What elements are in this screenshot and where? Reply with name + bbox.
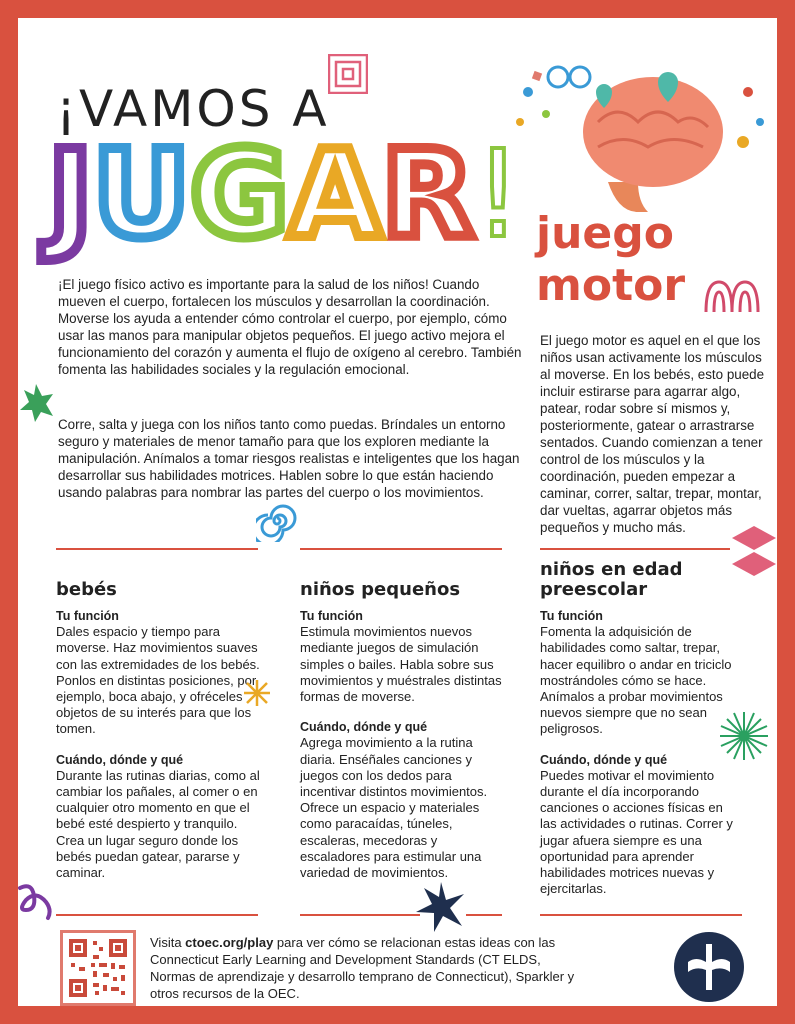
column-divider-2 <box>300 548 502 550</box>
orange-asterisk-icon <box>242 678 272 708</box>
when-text: Puedes motivar el movimiento durante el día incorporando canciones o acciones físicas en las actividades o rutinas. Correr y jugar afuera siempre es una oportunidad para aprender habilidades motrices nuevas y ejercitarlas. <box>540 767 733 897</box>
footer-suffix: para ver cómo se relacionan estas ideas con las Connecticut Early Learning and Development Standards (CT ELDS, Normas de aprendizaje y desarrollo temprano de Connecticut), Sparkler y otros recursos de la OEC. <box>150 935 575 1001</box>
when-heading: Cuándo, dónde y qué <box>300 720 428 735</box>
footer-divider-2 <box>300 914 420 916</box>
brain-illustration-icon <box>498 32 773 222</box>
title-jugar <box>48 126 522 266</box>
green-starburst-icon <box>718 710 770 762</box>
title-exclamation: ! <box>473 126 522 265</box>
juego-motor-text: El juego motor es aquel en el que los niños usan activamente los músculos al moverse. En los bebés, esto puede incluir estirarse para agarrar algo, patear, rodar sobre sí mismos y, posteriormente, gatear o arrastrarse sentados. Cuando comienzan a tener control de los músculos y la coordinación, pueden empezar a caminar, correr, saltar, trepar, montar, dar vueltas, agarrar objetos más pequeños y mucho más. <box>540 333 765 535</box>
role-heading: Tu función <box>300 609 363 623</box>
blue-spiral-icon <box>256 500 298 542</box>
column-ninos-pequenos <box>300 580 510 895</box>
when-heading: Cuándo, dónde y qué <box>540 752 668 767</box>
column-divider-1 <box>56 548 258 550</box>
footer-divider-3 <box>466 914 502 916</box>
footer-divider-1 <box>56 914 258 916</box>
when-heading: Cuándo, dónde y qué <box>56 752 184 767</box>
juego-motor-title-line-1: juego <box>536 208 674 259</box>
when-text: Durante las rutinas diarias, como al cambiar los pañales, al comer o en cualquier otro momento en que el bebé esté despierto y tranquilo. Crea un lugar seguro donde los bebés puedan gatear, pararse y caminar. <box>56 767 260 881</box>
column-divider-3 <box>540 548 730 550</box>
role-text: Dales espacio y tiempo para moverse. Haz movimientos suaves con las extremidades de los bebés. Ponlos en distintas posiciones, por ejemplo, boca abajo, y ofréceles objetos de su interés para que los tomen. <box>56 624 260 737</box>
title-letter-j: J <box>48 126 93 265</box>
footer-text <box>150 934 580 1002</box>
juego-motor-title <box>536 208 685 312</box>
column-title: bebés <box>56 579 117 600</box>
role-text: Fomenta la adquisición de habilidades como saltar, trepar, hacer equilibro o andar en triciclo mostrándoles cómo se hace. Anímalos a probar movimientos nuevos siempre que no sean peligrosos. <box>540 624 732 737</box>
title-letter-g: G <box>190 126 289 265</box>
green-splat-icon <box>18 382 54 424</box>
wave-loops-icon <box>702 276 762 316</box>
column-title: niños pequeños <box>300 579 461 600</box>
intro-paragraph-1: ¡El juego físico activo es importante para la salud de los niños! Cuando mueven el cuerpo, fortalecen los músculos y desarrollan la coordinación. Moverse los ayuda a entender cómo controlar el cuerpo, por ejemplo, cómo usar las manos para manipular objetos pequeños. El juego activo mejora el funcionamiento del corazón y aumenta el flujo de oxígeno al cerebro. También fomenta las habilidades sociales y la regulación emocional. <box>58 277 522 377</box>
intro-paragraph-2: Corre, salta y juega con los niños tanto como puedas. Bríndales un entorno seguro y materiales de menor tamaño para que los exploren mediante la manipulación. Anímalos a tomar riesgos realistas e inteligentes que los hagan desarrollar sus habilidades motrices. Hablen sobre lo que están haciendo usando palabras para nombrar las partes del cuerpo o los movimientos. <box>58 417 520 500</box>
footer-divider-4 <box>540 914 742 916</box>
role-heading: Tu función <box>540 609 603 623</box>
navy-star-icon <box>416 882 466 932</box>
oec-logo <box>674 932 744 1002</box>
purple-squiggle-icon <box>18 880 54 924</box>
column-preescolar <box>540 560 740 911</box>
when-text: Agrega movimiento a la rutina diaria. Enséñales canciones y juegos con los dedos para incentivar distintos movimientos. Ofrece un espacio y materiales como paracaídas, túneles, escaleras, mecedoras y escaladores para estimular una variedad de movimientos. <box>300 735 488 881</box>
role-heading: Tu función <box>56 609 119 623</box>
qr-code[interactable] <box>60 930 136 1006</box>
column-bebes <box>56 580 261 895</box>
column-title: niños en edad preescolar <box>540 559 683 600</box>
flyer-page <box>18 18 777 1006</box>
footer-link[interactable]: ctoec.org/play <box>185 935 274 950</box>
title-line-1: ¡VAMOS A <box>56 80 330 138</box>
footer-prefix: Visita <box>150 935 186 950</box>
role-text: Estimula movimientos nuevos mediante juegos de simulación simples o bailes. Habla sobre sus movimientos y muéstrales distintas formas de moverse. <box>300 624 502 705</box>
hands-logo-icon <box>674 932 744 1002</box>
concentric-square-icon <box>328 54 368 94</box>
title-letter-a: A <box>288 126 382 265</box>
qr-code-icon <box>63 933 133 1003</box>
juego-motor-title-line-2: motor <box>536 260 686 311</box>
title-letter-r: R <box>381 126 474 265</box>
title-letter-u: U <box>92 126 191 265</box>
